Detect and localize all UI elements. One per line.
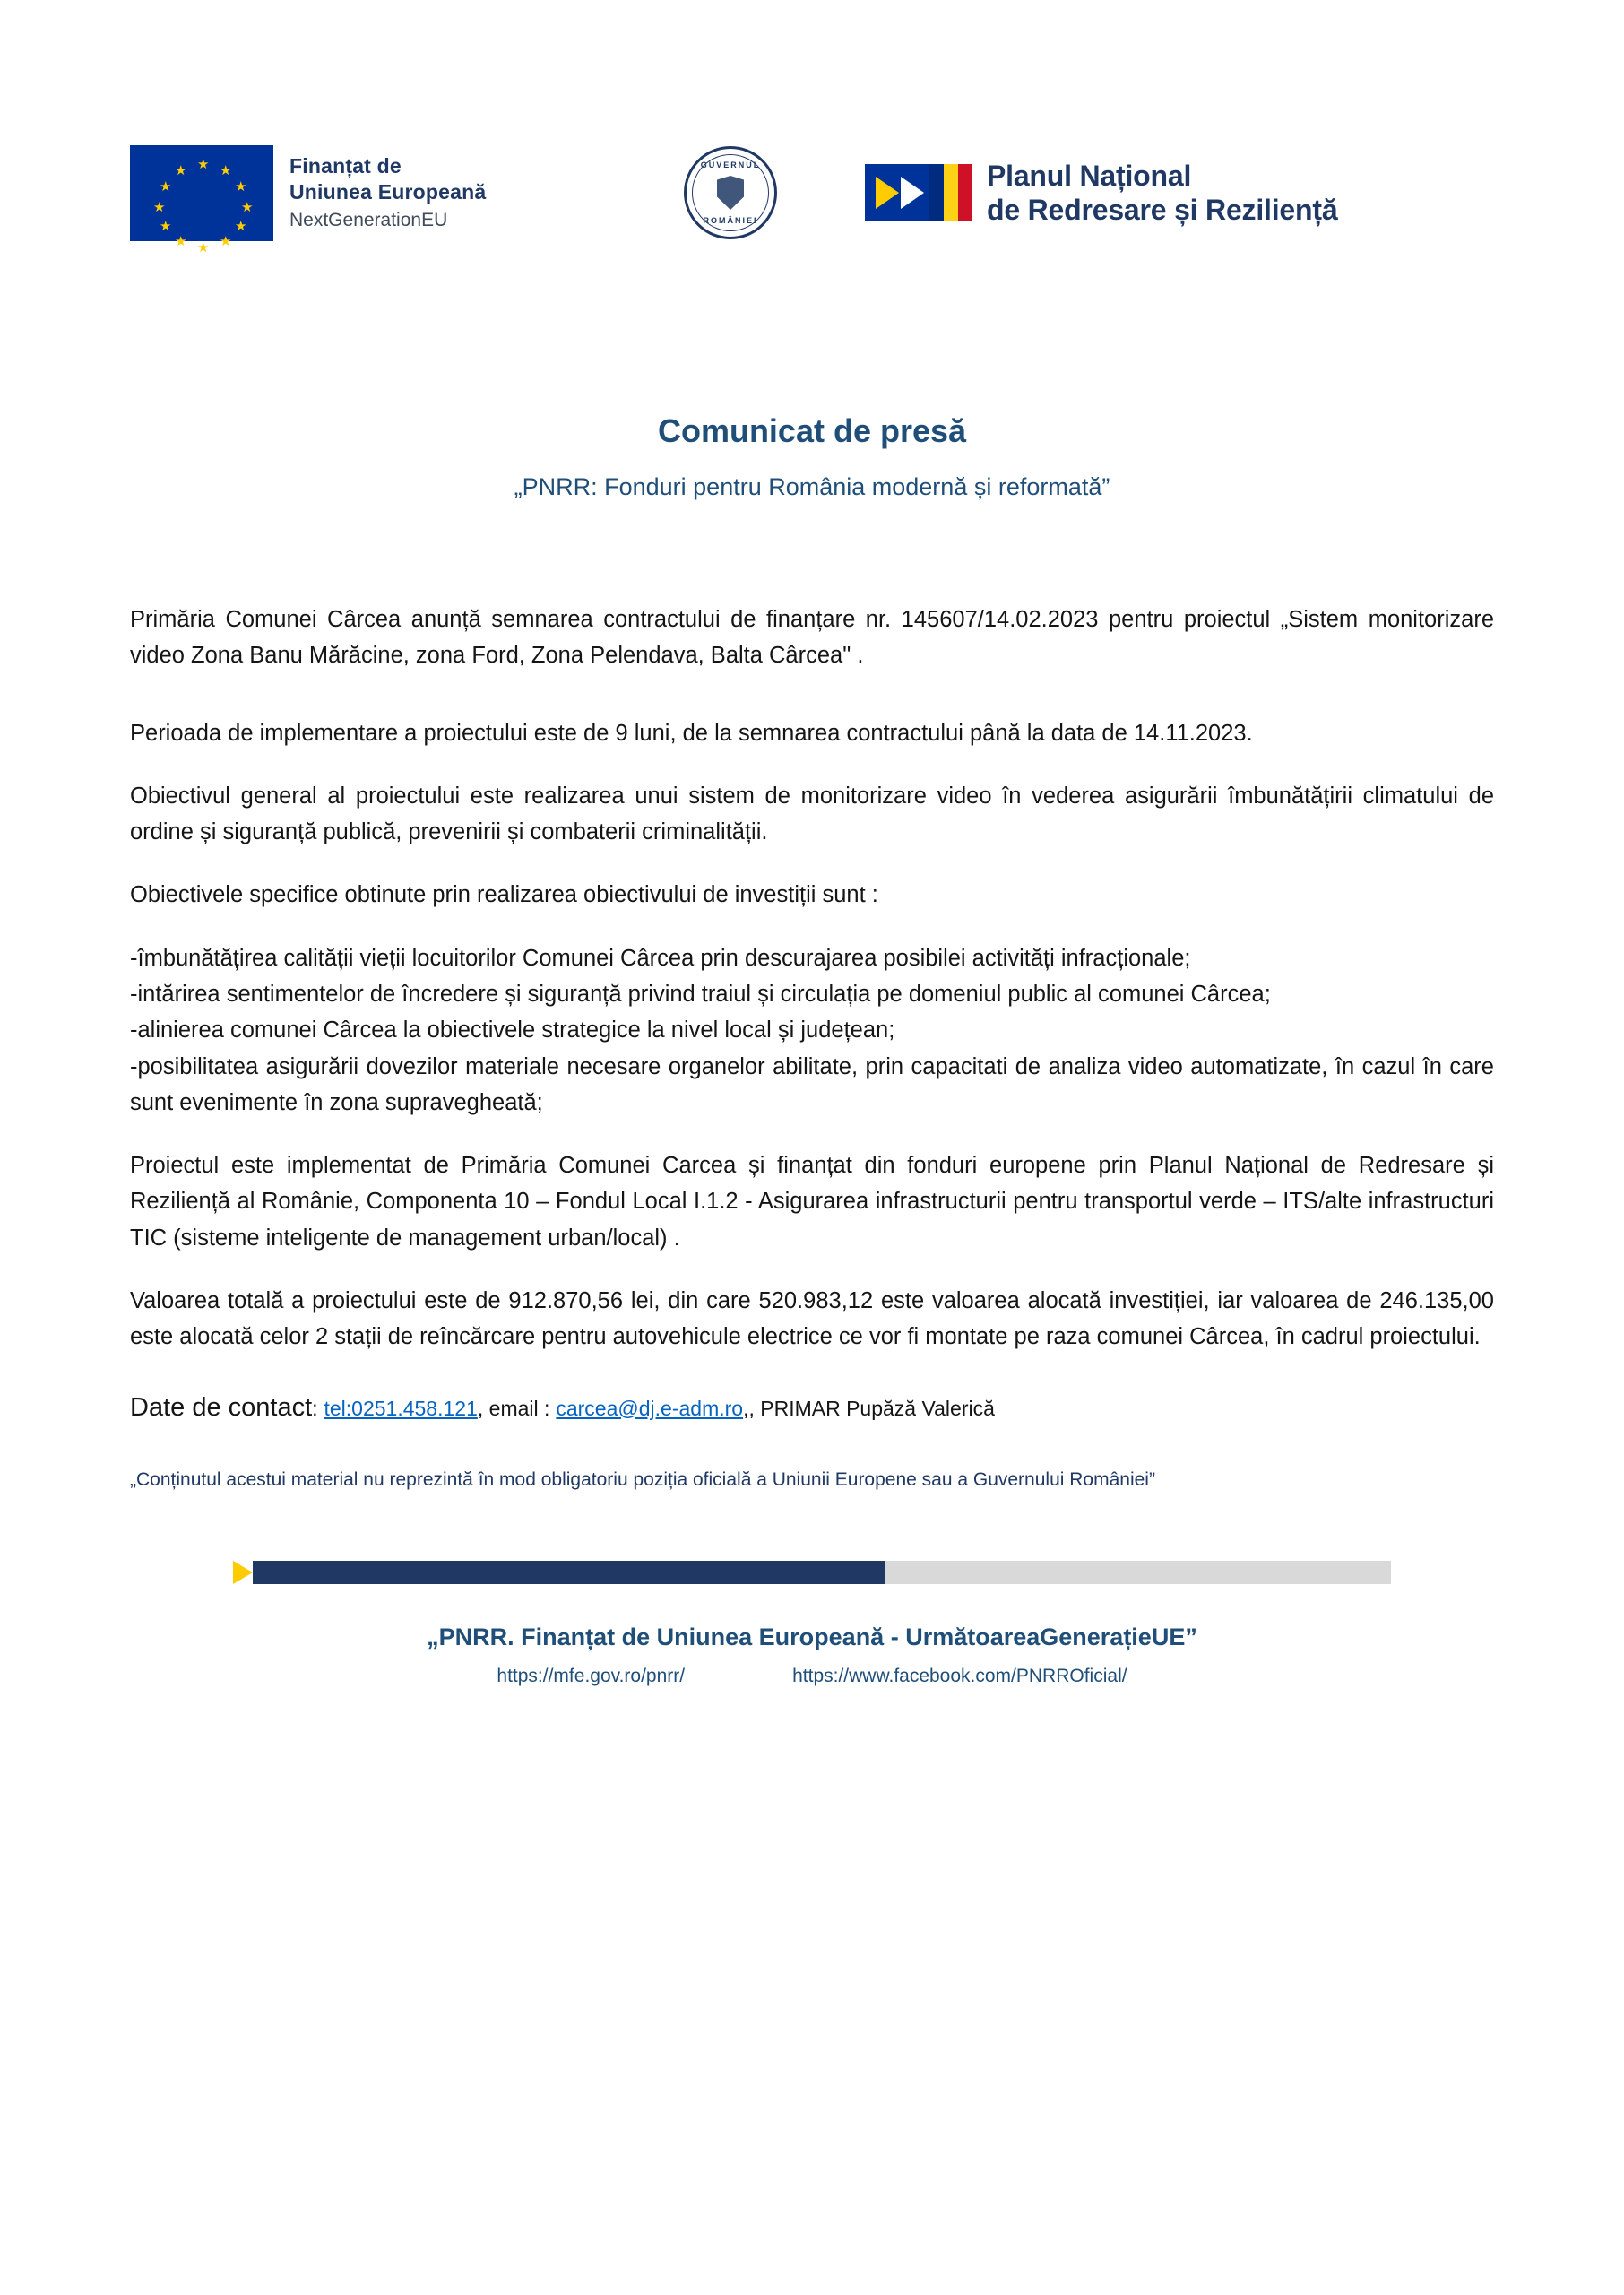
paragraph-general-objective: Obiectivul general al proiectului este realizarea unui sistem de monitorizare video în vederea asigurării îmbunătățirii climatului de ordine și siguranță publică, prevenirii și combaterii criminalității.	[130, 783, 1494, 845]
contact-person: ,, PRIMAR Pupăză Valerică	[743, 1396, 995, 1420]
specific-objectives-list	[130, 940, 1494, 1121]
pnrr-logo	[865, 159, 1337, 228]
coat-of-arms-icon	[717, 176, 744, 210]
logo-bar	[130, 0, 1494, 255]
contact-label: Date de contact	[130, 1392, 313, 1422]
pnrr-logo-line2: de Redresare și Reziliență	[987, 194, 1338, 226]
paragraph-project-value: Valoarea totală a proiectului este de 912.870,56 lei, din care 520.983,12 este valoarea alocată investiției, iar valoarea de 246.135,00 este alocată celor 2 stații de reîncărcare pentru autovehicule electrice ce vor fi montate pe raza comunei Cârcea, în cadrul proiectului.	[130, 1287, 1494, 1350]
footer-links	[130, 1666, 1494, 1687]
contact-mid-text: , email :	[477, 1396, 550, 1420]
pnrr-flag-icon	[865, 164, 972, 221]
pnrr-logo-line1: Planul Național	[987, 159, 1192, 192]
list-item: -posibilitatea asigurării dovezilor materiale necesare organelor abilitate, prin capacitati de analiza video automatizate, în cazul în care sunt evenimente în zona supravegheată;	[130, 1053, 1494, 1115]
pnrr-website-link[interactable]: https://mfe.gov.ro/pnrr/	[497, 1665, 686, 1686]
list-item: -intărirea sentimentelor de încredere și siguranță privind traiul și circulația pe domeniul public al comunei Cârcea;	[130, 981, 1271, 1007]
seal-bottom-text: ROMÂNIEI	[703, 216, 758, 225]
contact-separator: :	[312, 1396, 318, 1420]
seal-top-text: GUVERNUL	[700, 160, 761, 169]
email-link[interactable]: carcea@dj.e-adm.ro	[556, 1396, 744, 1420]
disclaimer-text: „Conținutul acestui material nu reprezintă în mod obligatoriu poziția oficială a Uniunii Europene sau a Guvernului României”	[130, 1469, 1155, 1491]
contact-line	[130, 1388, 1494, 1429]
arrow-icon	[233, 1561, 253, 1584]
page-subtitle: „PNRR: Fonduri pentru România modernă și reformată”	[514, 473, 1110, 500]
paragraph-contract-announcement: Primăria Comunei Cârcea anunță semnarea contractului de finanțare nr. 145607/14.02.2023 pentru proiectul „Sistem monitorizare video Zona Banu Mărăcine, zona Ford, Zona Pelendava, Balta Cârcea" .	[130, 607, 1494, 669]
list-item: -îmbunătățirea calității vieții locuitorilor Comunei Cârcea prin descurajarea posibilei activități infracționale;	[130, 945, 1191, 971]
eu-logo-line2: Uniunea Europeană	[289, 180, 487, 204]
footer-blue-segment	[253, 1561, 885, 1584]
footer-grey-segment	[885, 1561, 1391, 1584]
page-title: Comunicat de presă	[657, 412, 967, 449]
government-logo	[596, 146, 865, 239]
paragraph-specific-objectives-intro: Obiectivele specifice obtinute prin realizarea obiectivului de investiții sunt :	[130, 882, 878, 908]
eu-flag-icon: ★ ★ ★ ★ ★ ★ ★ ★ ★ ★ ★ ★	[130, 145, 273, 241]
eu-logo-text	[289, 153, 486, 233]
phone-link[interactable]: tel:0251.458.121	[324, 1396, 478, 1420]
pnrr-facebook-link[interactable]: https://www.facebook.com/PNRROficial/	[792, 1665, 1127, 1686]
eu-logo-line1: Finanțat de	[289, 153, 402, 178]
footer-title: „PNRR. Finanțat de Uniunea Europeană - UrmătoareaGenerațieUE”	[427, 1623, 1197, 1650]
footer-decoration-bar	[130, 1557, 1494, 1588]
pnrr-logo-text	[987, 159, 1337, 228]
paragraph-implementation-period: Perioada de implementare a proiectului este de 9 luni, de la semnarea contractului până la data de 14.11.2023.	[130, 720, 1253, 746]
romania-government-seal-icon	[684, 146, 777, 239]
eu-funding-logo	[130, 145, 596, 255]
eu-logo-line3: NextGenerationEU	[289, 209, 448, 230]
list-item: -alinierea comunei Cârcea la obiectivele strategice la nivel local și județean;	[130, 1018, 895, 1044]
paragraph-implementation-funding: Proiectul este implementat de Primăria Comunei Carcea și finanțat din fonduri europene prin Planul Național de Redresare și Reziliență al Românie, Componenta 10 – Fondul Local I.1.2 - Asigurarea infrastructurii pentru transportul verde – ITS/alte infrastructuri TIC (sisteme inteligente de management urban/local) .	[130, 1153, 1494, 1251]
document-body	[130, 602, 1494, 1494]
